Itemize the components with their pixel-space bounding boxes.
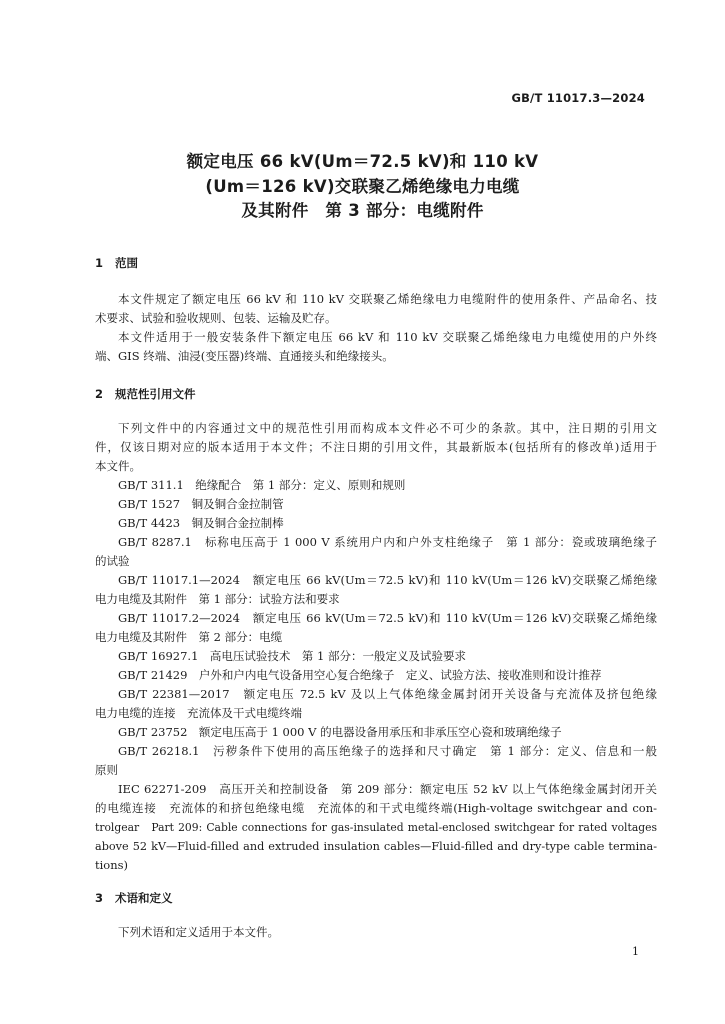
section-number: 2 bbox=[95, 387, 104, 401]
reference-item: GB/T 23752 额定电压高于 1 000 V 的电器设备用承压和非承压空心瓷和玻璃绝缘子 bbox=[118, 725, 562, 739]
reference-item: GB/T 4423 铜及铜合金拉制棒 bbox=[118, 516, 284, 530]
reference-item: IEC 62271-209 高压开关和控制设备 第 209 部分：额定电压 52 kV 以上气体绝缘金属封闭开关 bbox=[118, 782, 657, 796]
reference-item-continued: 电力电缆的连接 充流体及干式电缆终端 bbox=[95, 706, 302, 720]
reference-item: GB/T 22381—2017 额定电压 72.5 kV 及以上气体绝缘金属封闭开关设备与充流体及挤包绝缘 bbox=[118, 687, 657, 701]
text-line: 本文件规定了额定电压 66 kV 和 110 kV 交联聚乙烯绝缘电力电缆附件的使用条件、产品命名、技 bbox=[118, 292, 657, 306]
text-line: 本文件。 bbox=[95, 459, 141, 473]
section-heading-scope bbox=[95, 255, 138, 271]
page-number: 1 bbox=[632, 945, 639, 958]
reference-item-continued: 的试验 bbox=[95, 554, 130, 568]
reference-item-continued: tions) bbox=[95, 858, 129, 872]
section-heading-normative-references bbox=[95, 386, 196, 402]
reference-item-continued: above 52 kV—Fluid-filled and extruded insulation cables—Fluid-filled and dry-type cable termina- bbox=[95, 840, 657, 853]
reference-item: GB/T 16927.1 高电压试验技术 第 1 部分：一般定义及试验要求 bbox=[118, 649, 467, 663]
text-line: 术要求、试验和验收规则、包装、运输及贮存。 bbox=[95, 311, 337, 325]
reference-item: GB/T 11017.2—2024 额定电压 66 kV(Um＝72.5 kV)和 110 kV(Um＝126 kV)交联聚乙烯绝缘 bbox=[118, 611, 657, 625]
reference-item-continued: trolgear Part 209: Cable connections for gas-insulated metal-enclosed switchgear for rated voltages bbox=[95, 821, 657, 834]
reference-item: GB/T 21429 户外和户内电气设备用空心复合绝缘子 定义、试验方法、接收准则和设计推荐 bbox=[118, 668, 602, 682]
text-line: 下列术语和定义适用于本文件。 bbox=[118, 925, 279, 939]
reference-item: GB/T 1527 铜及铜合金拉制管 bbox=[118, 497, 284, 511]
text-line: 件，仅该日期对应的版本适用于本文件；不注日期的引用文件，其最新版本(包括所有的修改单)适用于 bbox=[95, 440, 657, 454]
reference-item: GB/T 26218.1 污秽条件下使用的高压绝缘子的选择和尺寸确定 第 1 部分：定义、信息和一般 bbox=[118, 744, 657, 758]
reference-item-continued: 电力电缆及其附件 第 2 部分：电缆 bbox=[95, 630, 283, 644]
reference-item: GB/T 311.1 绝缘配合 第 1 部分：定义、原则和规则 bbox=[118, 478, 406, 492]
reference-item: GB/T 8287.1 标称电压高于 1 000 V 系统用户内和户外支柱绝缘子 第 1 部分：瓷或玻璃绝缘子 bbox=[118, 535, 657, 549]
reference-item-continued: 电力电缆及其附件 第 1 部分：试验方法和要求 bbox=[95, 592, 340, 606]
section-title: 范围 bbox=[115, 256, 138, 270]
section-number: 3 bbox=[95, 891, 104, 905]
text-line: 本文件适用于一般安装条件下额定电压 66 kV 和 110 kV 交联聚乙烯绝缘电力电缆使用的户外终 bbox=[118, 330, 657, 344]
title-line: 及其附件 第 3 部分：电缆附件 bbox=[241, 201, 484, 220]
scope-paragraphs bbox=[95, 290, 657, 366]
standard-number: GB/T 11017.3—2024 bbox=[511, 91, 645, 105]
section-title: 规范性引用文件 bbox=[115, 387, 196, 401]
reference-item-continued: 原则 bbox=[95, 763, 118, 777]
reference-item: GB/T 11017.1—2024 额定电压 66 kV(Um＝72.5 kV)和 110 kV(Um＝126 kV)交联聚乙烯绝缘 bbox=[118, 573, 657, 587]
references-paragraphs bbox=[95, 419, 657, 875]
document-title bbox=[0, 150, 725, 224]
title-line: (Um＝126 kV)交联聚乙烯绝缘电力电缆 bbox=[205, 176, 520, 196]
section-heading-terms-definitions bbox=[95, 890, 173, 906]
section-title: 术语和定义 bbox=[115, 891, 173, 905]
terms-paragraphs bbox=[95, 923, 657, 942]
text-line: 下列文件中的内容通过文中的规范性引用而构成本文件必不可少的条款。其中，注日期的引用文 bbox=[118, 421, 657, 435]
reference-item-continued: 的电缆连接 充流体的和挤包绝缘电缆 充流体的和干式电缆终端(High-voltage switchgear and con- bbox=[95, 801, 657, 815]
title-line: 额定电压 66 kV(Um＝72.5 kV)和 110 kV bbox=[186, 152, 539, 171]
section-number: 1 bbox=[95, 256, 104, 270]
text-line: 端、GIS 终端、油浸(变压器)终端、直通接头和绝缘接头。 bbox=[95, 349, 394, 363]
